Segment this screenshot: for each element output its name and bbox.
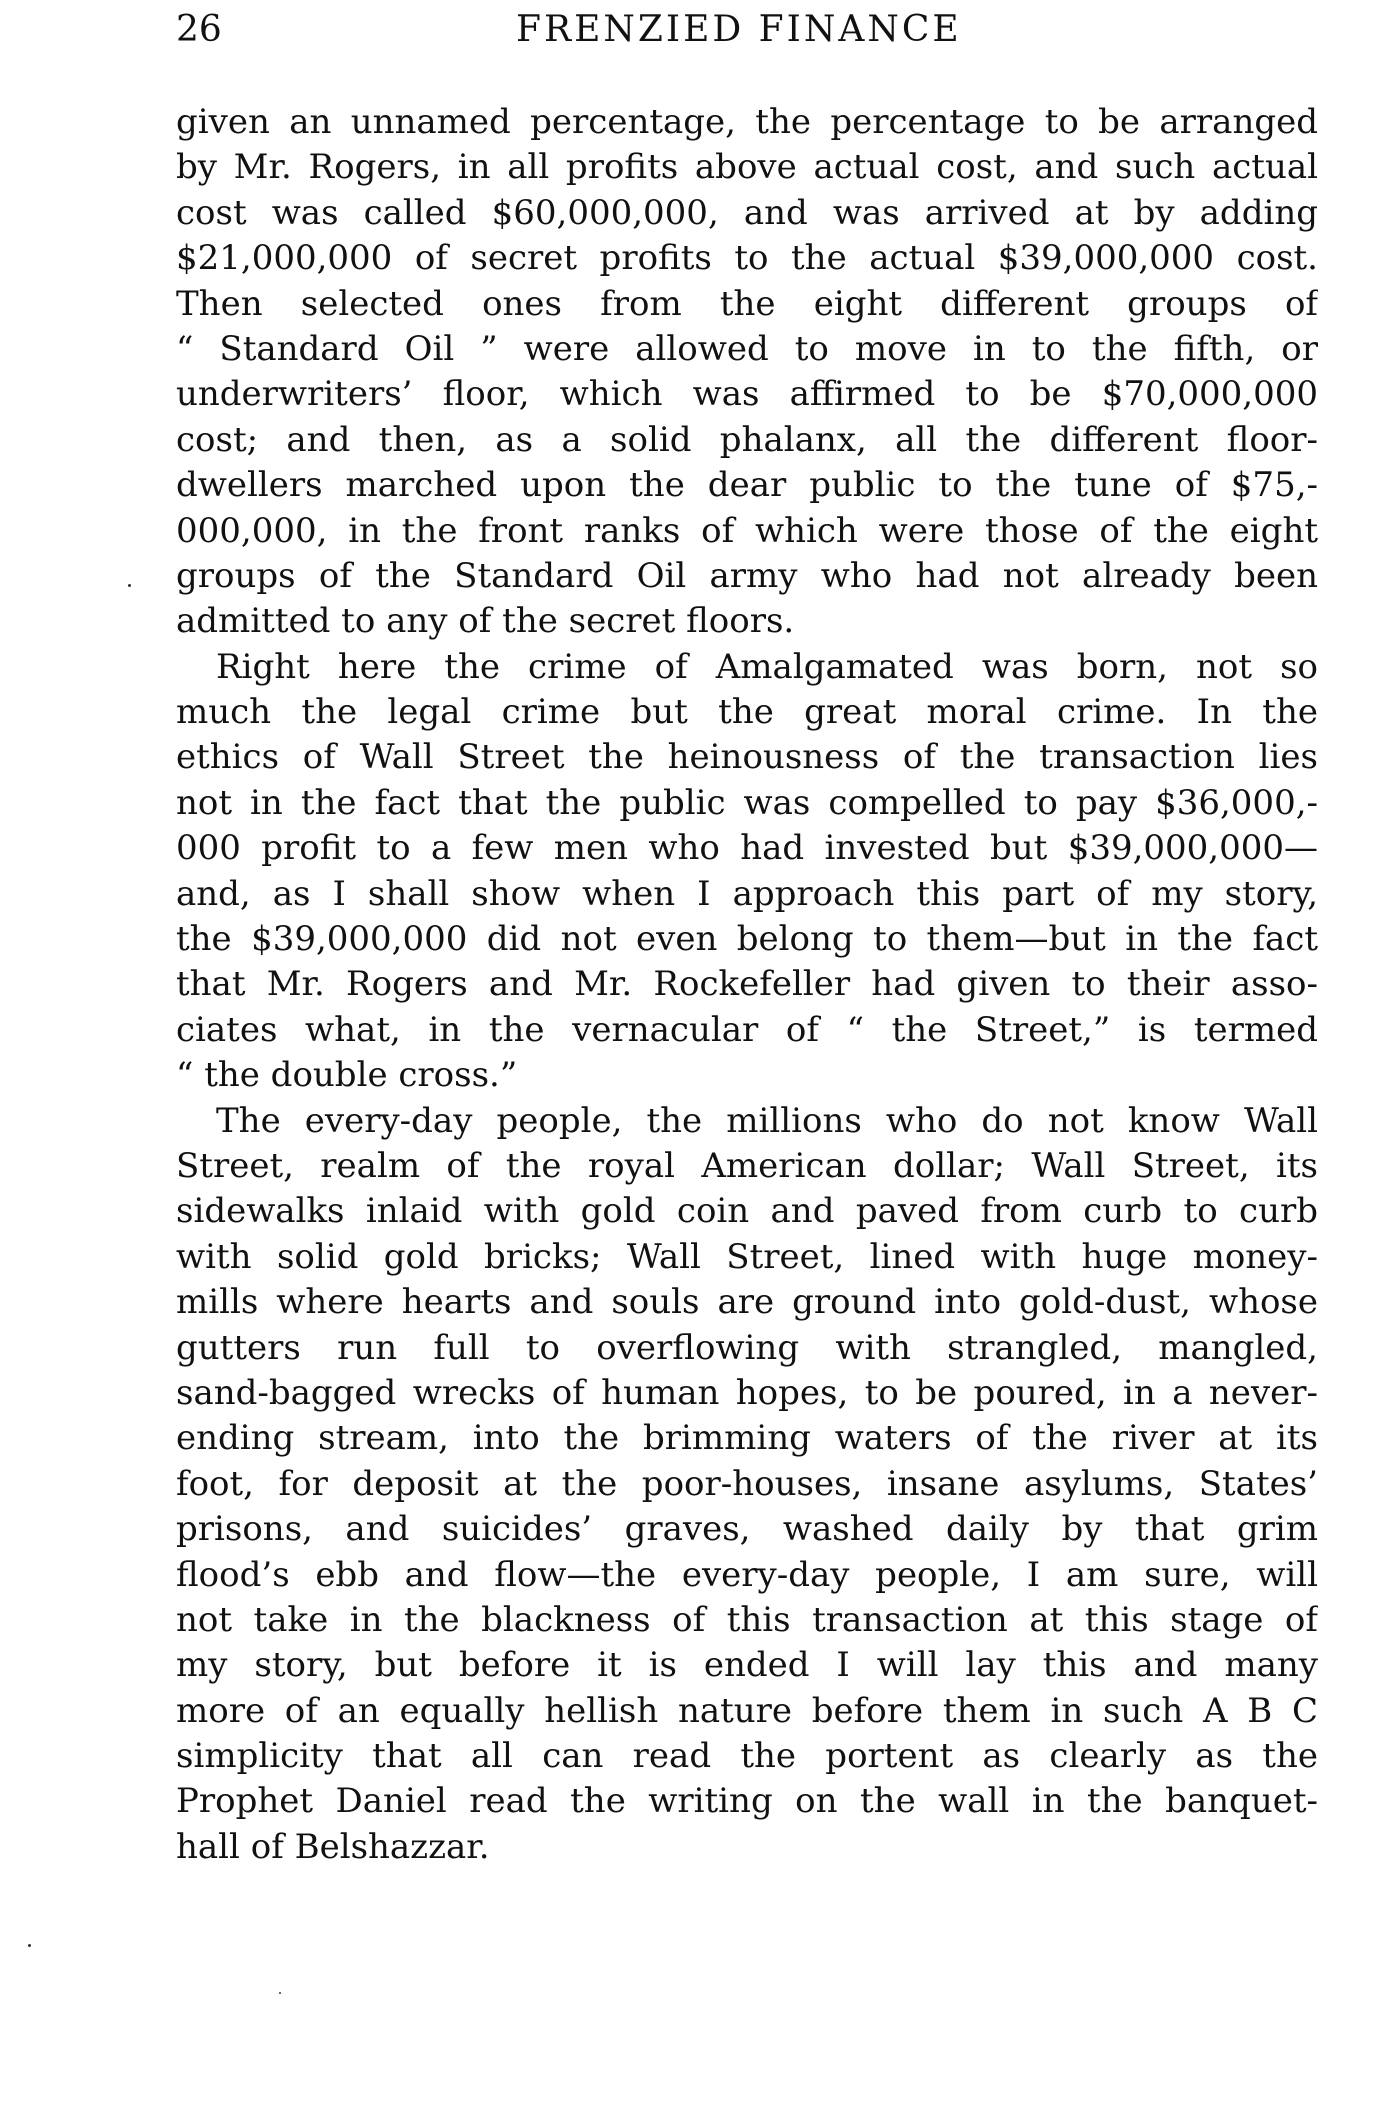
text-line: dwellers marched upon the dear public to the tune of $75,- <box>176 465 1318 506</box>
page-number: 26 <box>176 9 222 50</box>
text-line: mills where hearts and souls are ground into gold-dust, whose <box>176 1282 1318 1323</box>
paragraph-1 <box>176 100 1318 645</box>
text-line: admitted to any of the secret floors. <box>176 601 795 642</box>
text-line: not in the fact that the public was compelled to pay $36,000,- <box>176 782 1318 823</box>
text-line: 000,000, in the front ranks of which were those of the eight <box>176 510 1318 551</box>
body-text <box>176 100 1318 1870</box>
text-line: not take in the blackness of this transaction at this stage of <box>176 1599 1318 1640</box>
text-line: given an unnamed percentage, the percentage to be arranged <box>176 102 1318 142</box>
text-line: cost was called $60,000,000, and was arrived at by adding <box>176 192 1318 233</box>
scan-speck <box>28 1944 31 1947</box>
text-line: underwriters’ floor, which was affirmed to be $70,000,000 <box>176 374 1318 415</box>
text-line: the $39,000,000 did not even belong to them—but in the fact <box>176 919 1318 960</box>
text-line: simplicity that all can read the portent as clearly as the <box>176 1736 1318 1777</box>
text-line: with solid gold bricks; Wall Street, lined with huge money- <box>176 1236 1318 1277</box>
text-line: hall of Belshazzar. <box>176 1826 490 1867</box>
text-line: $21,000,000 of secret profits to the actual $39,000,000 cost. <box>176 238 1318 279</box>
text-line: by Mr. Rogers, in all profits above actual cost, and such actual <box>176 147 1318 188</box>
text-line: groups of the Standard Oil army who had not already been <box>176 555 1318 596</box>
scan-speck <box>279 1992 281 1994</box>
text-line: ciates what, in the vernacular of “ the Street,” is termed <box>176 1009 1318 1050</box>
text-line: and, as I shall show when I approach this part of my story, <box>176 873 1318 914</box>
text-line: Street, realm of the royal American dollar; Wall Street, its <box>176 1145 1318 1186</box>
scan-speck <box>128 584 131 587</box>
text-line: ethics of Wall Street the heinousness of the transaction lies <box>176 737 1318 778</box>
text-line: sand-bagged wrecks of human hopes, to be poured, in a never- <box>176 1372 1318 1413</box>
text-line: my story, but before it is ended I will lay this and many <box>176 1645 1318 1686</box>
text-line: cost; and then, as a solid phalanx, all the different floor- <box>176 419 1318 460</box>
text-line: “ the double cross.” <box>176 1055 518 1096</box>
text-line: much the legal crime but the great moral crime. In the <box>176 692 1318 733</box>
running-title: FRENZIED FINANCE <box>516 9 962 50</box>
text-line: Prophet Daniel read the writing on the wall in the banquet- <box>176 1781 1318 1822</box>
text-line: “ Standard Oil ” were allowed to move in to the fifth, or <box>176 328 1318 369</box>
text-line: flood’s ebb and flow—the every-day people, I am sure, will <box>176 1554 1318 1595</box>
text-line: ending stream, into the brimming waters of the river at its <box>176 1418 1318 1459</box>
text-line: that Mr. Rogers and Mr. Rockefeller had given to their asso- <box>176 964 1318 1005</box>
text-line: gutters run full to overflowing with strangled, mangled, <box>176 1327 1318 1368</box>
text-line: 000 profit to a few men who had invested but $39,000,000— <box>176 828 1318 869</box>
text-line: sidewalks inlaid with gold coin and paved from curb to curb <box>176 1191 1318 1232</box>
text-line: more of an equally hellish nature before them in such A B C <box>176 1690 1318 1731</box>
running-head <box>176 6 1316 54</box>
text-line: Right here the crime of Amalgamated was born, not so <box>216 646 1318 687</box>
text-line: The every-day people, the millions who do not know Wall <box>216 1100 1318 1141</box>
paragraph-2 <box>176 645 1318 1099</box>
paragraph-3 <box>176 1099 1318 1871</box>
text-line: foot, for deposit at the poor-houses, insane asylums, States’ <box>176 1463 1318 1504</box>
text-line: prisons, and suicides’ graves, washed daily by that grim <box>176 1509 1318 1550</box>
text-line: Then selected ones from the eight different groups of <box>176 283 1318 324</box>
